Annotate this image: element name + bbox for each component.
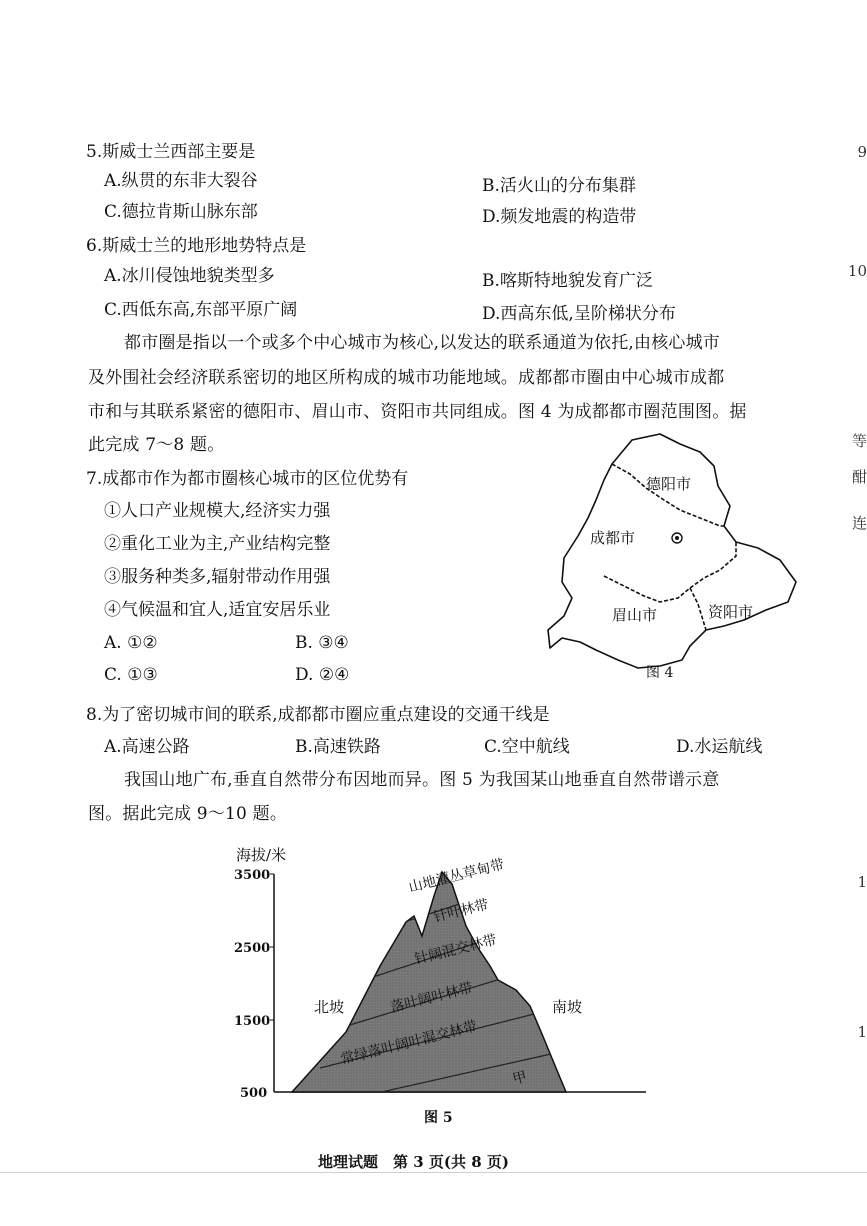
y-tick-500: 500	[240, 1086, 268, 1101]
zone-label-2: 针叶林带	[432, 896, 491, 926]
q7-item-1: ①人口产业规模大,经济实力强	[104, 501, 331, 521]
edge-fragment: 10	[847, 262, 867, 280]
map-outer-boundary	[548, 434, 796, 668]
q7-item-2: ②重化工业为主,产业结构完整	[104, 534, 331, 554]
edge-fragment: 等	[851, 432, 867, 450]
q7-option-b: B. ③④	[295, 633, 349, 653]
passage2-line: 我国山地广布,垂直自然带分布因地而异。图 5 为我国某山地垂直自然带谱示意	[124, 770, 720, 790]
edge-fragment: 1	[857, 873, 867, 891]
q5-stem: 5.斯威士兰西部主要是	[86, 142, 256, 162]
q5-option-a: A.纵贯的东非大裂谷	[104, 171, 258, 191]
y-tick-1500: 1500	[234, 1014, 271, 1029]
passage2-line: 图。据此完成 9～10 题。	[88, 804, 288, 824]
zone-label-4: 落叶阔叶林带	[389, 980, 475, 1016]
q6-option-a: A.冰川侵蚀地貌类型多	[104, 266, 275, 286]
q6-option-d: D.西高东低,呈阶梯状分布	[482, 304, 676, 324]
page-footer: 地理试题 第 3 页(共 8 页)	[318, 1153, 509, 1171]
edge-fragment: 1	[857, 1023, 867, 1041]
q6-option-c: C.西低东高,东部平原广阔	[104, 300, 298, 320]
y-tick-2500: 2500	[234, 941, 271, 956]
q8-stem: 8.为了密切城市间的联系,成都都市圈应重点建设的交通干线是	[86, 705, 550, 725]
passage1-line: 及外围社会经济联系密切的地区所构成的城市功能地域。成都都市圈由中心城市成都	[88, 368, 725, 388]
zone-label-5: 常绿落叶阔叶混交林带	[339, 1018, 479, 1068]
map-inner-boundary	[690, 588, 706, 630]
map-label-ziyang: 资阳市	[708, 603, 754, 621]
map-label-deyang: 德阳市	[646, 475, 692, 493]
q7-option-d: D. ②④	[295, 665, 350, 685]
passage1-line: 都市圈是指以一个或多个中心城市为核心,以发达的联系通道为依托,由核心城市	[124, 333, 721, 353]
edge-fragment: 酣	[851, 468, 867, 486]
map-label-meishan: 眉山市	[612, 606, 658, 624]
slope-label-south: 南坡	[552, 998, 583, 1016]
edge-fragment: 连	[851, 514, 867, 532]
q7-item-4: ④气候温和宜人,适宜安居乐业	[104, 600, 331, 620]
mountain-profile	[292, 872, 566, 1092]
q7-option-a: A. ①②	[104, 633, 158, 653]
q8-option-c: C.空中航线	[484, 737, 570, 757]
q7-item-3: ③服务种类多,辐射带动作用强	[104, 567, 331, 587]
zone-label-1: 山地灌丛草甸带	[407, 856, 507, 896]
q5-option-b: B.活火山的分布集群	[482, 176, 636, 196]
q8-option-a: A.高速公路	[104, 737, 190, 757]
q6-stem: 6.斯威士兰的地形地势特点是	[86, 236, 307, 256]
zone-label-3: 针阔混交林带	[413, 932, 499, 968]
map-figure-4	[540, 430, 810, 690]
zone-label-6: 甲	[511, 1068, 529, 1088]
q6-option-b: B.喀斯特地貌发育广泛	[482, 271, 653, 291]
map-inner-boundary	[604, 542, 736, 602]
slope-label-north: 北坡	[314, 998, 345, 1016]
map-label-chengdu: 成都市	[590, 529, 636, 547]
q7-option-c: C. ①③	[104, 665, 158, 685]
q5-option-c: C.德拉肯斯山脉东部	[104, 202, 258, 222]
figure-4-caption: 图 4	[646, 665, 674, 681]
figure-5-vertical-zones	[230, 838, 660, 1103]
y-axis-label: 海拔/米	[236, 846, 287, 864]
q5-option-d: D.频发地震的构造带	[482, 207, 637, 227]
passage1-line: 市和与其联系紧密的德阳市、眉山市、资阳市共同组成。图 4 为成都都市圈范围图。据	[88, 402, 747, 422]
y-tick-3500: 3500	[234, 868, 271, 883]
q8-option-d: D.水运航线	[676, 737, 763, 757]
edge-fragment: 9	[857, 143, 867, 161]
q8-option-b: B.高速铁路	[295, 737, 381, 757]
footer-divider	[0, 1172, 867, 1173]
map-inner-boundary	[612, 464, 724, 526]
passage1-line: 此完成 7～8 题。	[88, 435, 225, 455]
q7-stem: 7.成都市作为都市圈核心城市的区位优势有	[86, 469, 409, 489]
figure-5-caption: 图 5	[424, 1110, 453, 1126]
